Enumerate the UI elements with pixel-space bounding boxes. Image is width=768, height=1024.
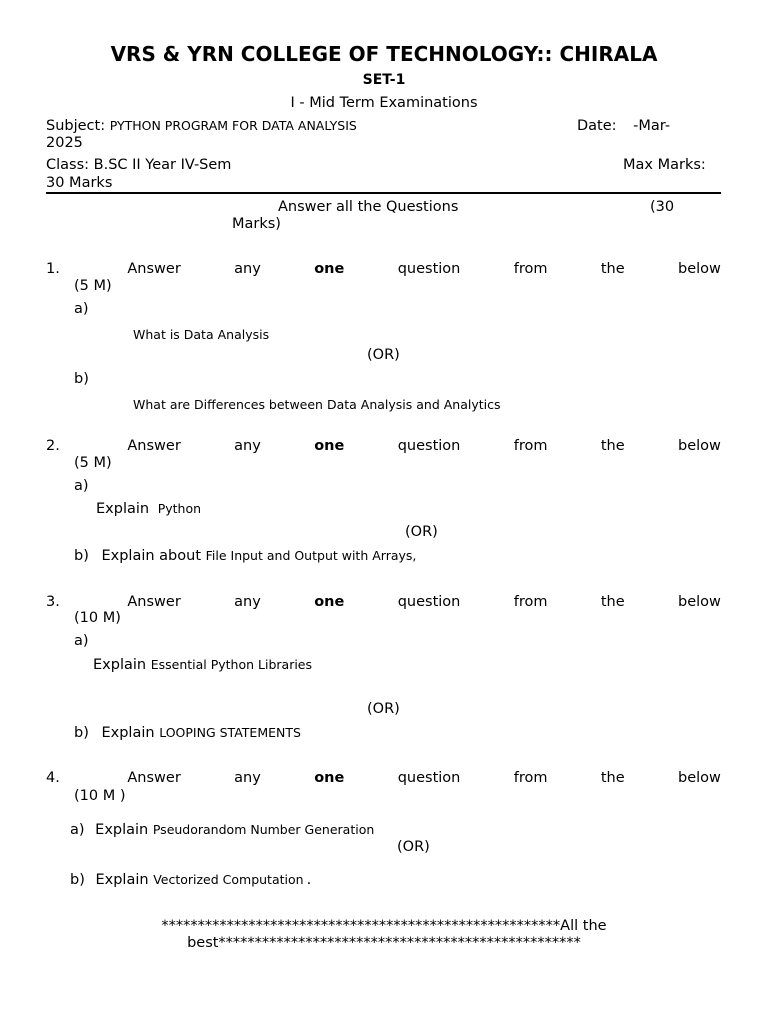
question-3-a-label: a) <box>74 633 89 649</box>
question-1-line <box>46 261 721 277</box>
word: from <box>513 438 548 454</box>
question-3-marks: (10 M) <box>74 610 121 626</box>
word: any <box>234 438 261 454</box>
question-4-marks: (10 M ) <box>74 788 126 804</box>
question-4-b-label: b) <box>70 872 85 888</box>
word: any <box>234 594 261 610</box>
word: one <box>314 438 345 454</box>
question-1-or: (OR) <box>367 347 400 363</box>
set-label: SET-1 <box>362 72 406 88</box>
question-4-a <box>70 822 374 838</box>
question-4 <box>46 770 721 786</box>
question-1-a-label: a) <box>74 301 89 317</box>
max-marks-label: Max Marks: <box>623 157 706 173</box>
word: Answer <box>127 770 181 786</box>
word: question <box>397 438 461 454</box>
question-4-b-suffix: . <box>306 872 312 888</box>
max-marks-value: 30 Marks <box>46 175 113 191</box>
college-title: VRS & YRN COLLEGE OF TECHNOLOGY:: CHIRALA <box>110 42 658 66</box>
word: the <box>600 261 625 277</box>
year-text: 2025 <box>46 135 83 151</box>
question-2-a-prefix: Explain <box>96 501 150 517</box>
question-1-number: 1. <box>46 261 60 277</box>
exam-title: I - Mid Term Examinations <box>290 95 478 111</box>
word: the <box>600 594 625 610</box>
question-1-b-label: b) <box>74 371 89 387</box>
question-4-b <box>70 872 311 888</box>
question-1-marks: (5 M) <box>74 278 112 294</box>
word: question <box>397 594 461 610</box>
question-4-number: 4. <box>46 770 60 786</box>
question-2-a-text: Python <box>157 501 202 516</box>
question-2-b <box>74 548 416 564</box>
question-2-b-label: b) <box>74 548 89 564</box>
word: question <box>397 261 461 277</box>
question-3-a-text: Essential Python Libraries <box>150 657 313 672</box>
word: below <box>678 770 721 786</box>
question-4-a-prefix: Explain <box>95 822 149 838</box>
question-4-a-text: Pseudorandom Number Generation <box>152 822 375 837</box>
word: one <box>314 770 345 786</box>
word: Answer <box>127 261 181 277</box>
word: from <box>513 770 548 786</box>
word: from <box>513 261 548 277</box>
question-3-a <box>93 657 312 673</box>
question-2-number: 2. <box>46 438 60 454</box>
question-2-b-text: File Input and Output with Arrays, <box>205 548 417 563</box>
word: the <box>600 770 625 786</box>
word: the <box>600 438 625 454</box>
question-3-line <box>46 594 721 610</box>
word: from <box>513 594 548 610</box>
date-line <box>577 118 670 134</box>
class-label: Class: B.SC II Year IV-Sem <box>46 157 232 173</box>
question-4-line <box>46 770 721 786</box>
question-1 <box>46 261 721 277</box>
question-1-b-text: What are Differences between Data Analysis and Analytics <box>133 397 501 412</box>
word: one <box>314 261 345 277</box>
question-4-or: (OR) <box>397 839 430 855</box>
footer-line-1: *******************************************************All the <box>161 918 607 934</box>
subject-label: Subject: <box>46 118 106 134</box>
question-2-a-label: a) <box>74 478 89 494</box>
subject-line <box>46 118 357 134</box>
question-3-b-prefix: Explain <box>101 725 155 741</box>
question-2-line <box>46 438 721 454</box>
question-4-a-label: a) <box>70 822 85 838</box>
header-divider <box>46 192 721 194</box>
question-4-b-prefix: Explain <box>95 872 149 888</box>
word: one <box>314 594 345 610</box>
word: Answer <box>127 594 181 610</box>
question-2-a <box>96 501 201 517</box>
question-3-b-label: b) <box>74 725 89 741</box>
question-1-a-text: What is Data Analysis <box>133 327 270 342</box>
word: any <box>234 261 261 277</box>
question-3 <box>46 594 721 610</box>
instruction-text: Answer all the Questions <box>278 199 459 215</box>
word: Answer <box>127 438 181 454</box>
question-3-b <box>74 725 301 741</box>
word: question <box>397 770 461 786</box>
subject-value: PYTHON PROGRAM FOR DATA ANALYSIS <box>109 118 357 133</box>
word: below <box>678 594 721 610</box>
date-label: Date: <box>577 118 617 134</box>
question-2-or: (OR) <box>405 524 438 540</box>
word: below <box>678 261 721 277</box>
instruction-marks-open: (30 <box>650 199 675 215</box>
date-value: -Mar- <box>633 118 671 134</box>
question-3-or: (OR) <box>367 701 400 717</box>
question-2-b-prefix: Explain about <box>101 548 202 564</box>
question-3-a-prefix: Explain <box>93 657 147 673</box>
question-2 <box>46 438 721 454</box>
footer-line-2: best************************************************** <box>187 935 581 951</box>
question-3-number: 3. <box>46 594 60 610</box>
question-2-marks: (5 M) <box>74 455 112 471</box>
question-3-b-text: LOOPING STATEMENTS <box>159 725 301 740</box>
word: any <box>234 770 261 786</box>
question-4-b-text: Vectorized Computation <box>153 872 304 887</box>
instruction-marks-close: Marks) <box>232 216 281 232</box>
word: below <box>678 438 721 454</box>
